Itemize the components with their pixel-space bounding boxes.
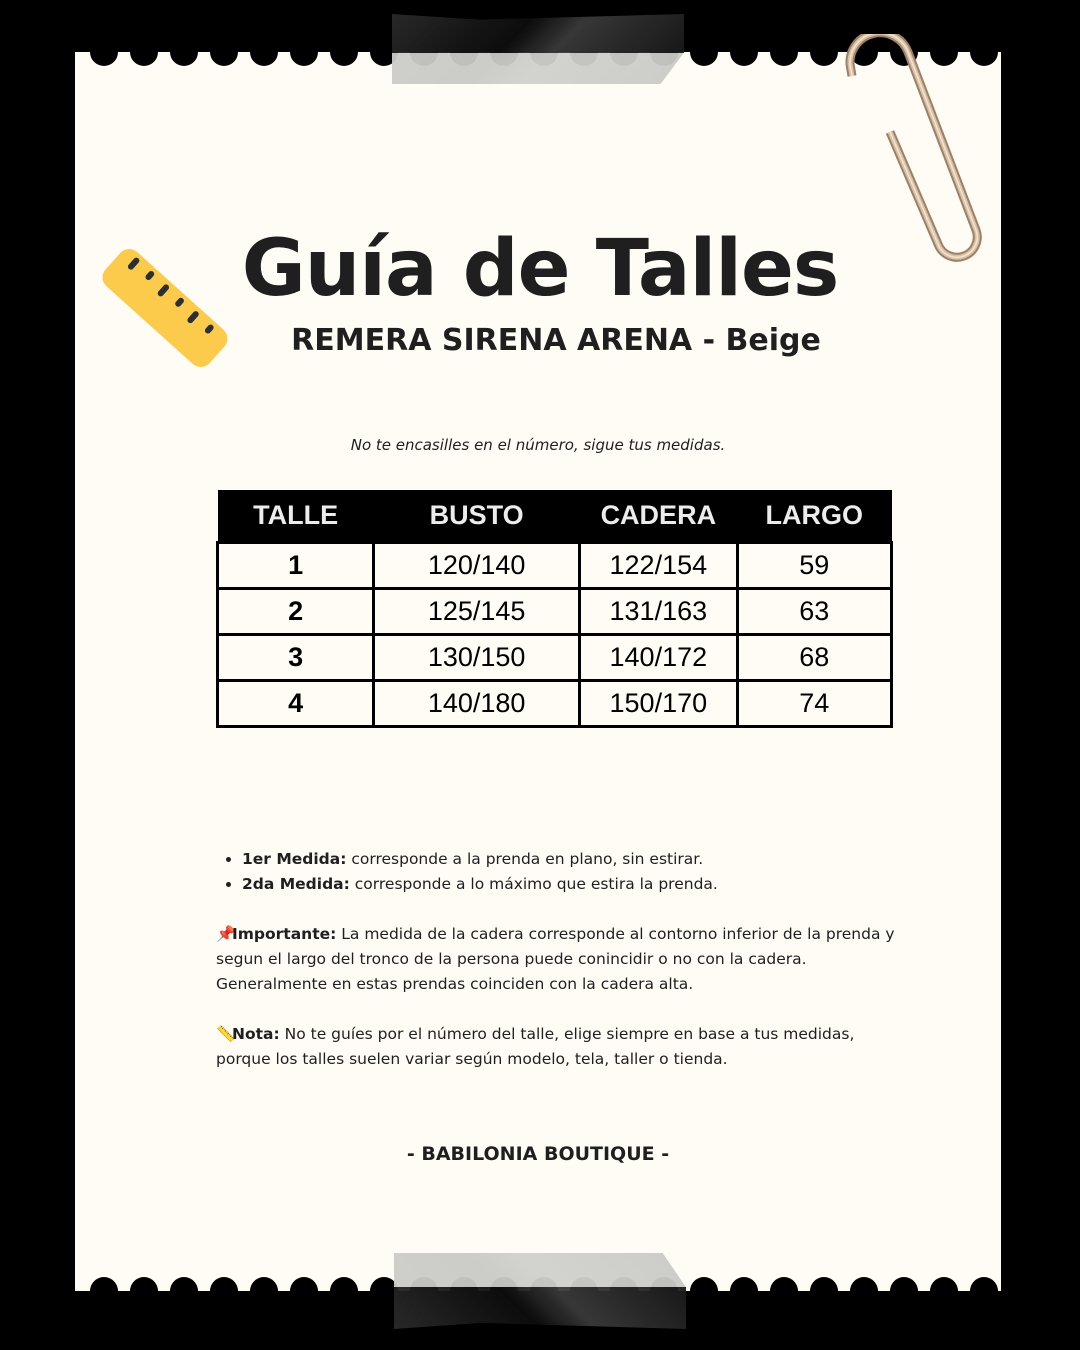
cell-largo: 59 xyxy=(737,543,891,589)
column-header-cadera: CADERA xyxy=(580,490,738,543)
scallop-notch xyxy=(330,1277,358,1291)
table-row xyxy=(218,589,892,635)
column-header-talle: TALLE xyxy=(218,490,374,543)
ruler-small-icon: 📏 xyxy=(216,1025,236,1043)
scallop-notch xyxy=(90,1277,118,1291)
bullet-text: corresponde a la prenda en plano, sin estirar. xyxy=(346,850,704,868)
note-text: No te guíes por el número del talle, elige siempre en base a tus medidas, porque los talles suelen variar según modelo, tela, taller o tienda. xyxy=(216,1025,855,1068)
scallop-notch xyxy=(730,52,758,66)
scallop-notch xyxy=(770,1277,798,1291)
cell-talle: 1 xyxy=(218,543,374,589)
cell-talle: 3 xyxy=(218,635,374,681)
list-item xyxy=(242,872,896,897)
cell-busto: 120/140 xyxy=(374,543,580,589)
size-note xyxy=(216,1022,896,1072)
scallop-notch xyxy=(290,1277,318,1291)
cell-busto: 125/145 xyxy=(374,589,580,635)
cell-busto: 130/150 xyxy=(374,635,580,681)
important-note xyxy=(216,922,896,997)
pushpin-icon: 📌 xyxy=(216,925,236,943)
cell-cadera: 131/163 xyxy=(580,589,738,635)
scallop-notch xyxy=(210,52,238,66)
note-label: Nota: xyxy=(232,1025,280,1043)
table-row xyxy=(218,681,892,727)
cell-busto: 140/180 xyxy=(374,681,580,727)
cell-cadera: 150/170 xyxy=(580,681,738,727)
scallop-notch xyxy=(290,52,318,66)
scallop-notch xyxy=(970,1277,998,1291)
bullet-label: 2da Medida: xyxy=(242,875,350,893)
scallop-notch xyxy=(810,1277,838,1291)
table-row xyxy=(218,543,892,589)
scallop-notch xyxy=(930,1277,958,1291)
scallop-notch xyxy=(210,1277,238,1291)
scallop-notch xyxy=(890,1277,918,1291)
scallop-notch xyxy=(690,1277,718,1291)
scallop-notch xyxy=(250,52,278,66)
scallop-notch xyxy=(330,52,358,66)
measure-list xyxy=(216,847,896,897)
scallop-notch xyxy=(130,1277,158,1291)
bullet-label: 1er Medida: xyxy=(242,850,347,868)
list-item xyxy=(242,847,896,872)
bullet-text: corresponde a lo máximo que estira la prenda. xyxy=(349,875,718,893)
scallop-notch xyxy=(130,52,158,66)
product-subtitle: REMERA SIRENA ARENA - Beige xyxy=(291,323,821,358)
important-label: Importante: xyxy=(232,925,337,943)
brand-footer: - BABILONIA BOUTIQUE - xyxy=(406,1143,670,1165)
scallop-notch xyxy=(730,1277,758,1291)
cell-largo: 63 xyxy=(737,589,891,635)
column-header-largo: LARGO xyxy=(737,490,891,543)
notes-section xyxy=(216,847,896,1072)
cell-cadera: 140/172 xyxy=(580,635,738,681)
scallop-notch xyxy=(250,1277,278,1291)
scallop-notch xyxy=(690,52,718,66)
page-title: Guía de Talles xyxy=(241,224,839,314)
tape-decoration-top xyxy=(392,14,684,84)
scallop-notch xyxy=(170,52,198,66)
table-row xyxy=(218,635,892,681)
scallop-notch xyxy=(370,1277,398,1291)
cell-talle: 2 xyxy=(218,589,374,635)
cell-largo: 68 xyxy=(737,635,891,681)
tagline: No te encasilles en el número, sigue tus medidas. xyxy=(350,436,726,454)
column-header-busto: BUSTO xyxy=(374,490,580,543)
cell-talle: 4 xyxy=(218,681,374,727)
tape-decoration-bottom xyxy=(394,1253,686,1329)
cell-largo: 74 xyxy=(737,681,891,727)
cell-cadera: 122/154 xyxy=(580,543,738,589)
important-text: La medida de la cadera corresponde al contorno inferior de la prenda y segun el largo del tronco de la persona puede conincidir o no con la cadera. Generalmente en estas prendas coinciden con la cadera alta. xyxy=(216,925,895,993)
scallop-notch xyxy=(770,52,798,66)
table-header-row xyxy=(218,490,892,543)
scallop-notch xyxy=(810,52,838,66)
scallop-notch xyxy=(850,1277,878,1291)
scallop-notch xyxy=(170,1277,198,1291)
scallop-notch xyxy=(90,52,118,66)
size-table xyxy=(216,490,893,728)
